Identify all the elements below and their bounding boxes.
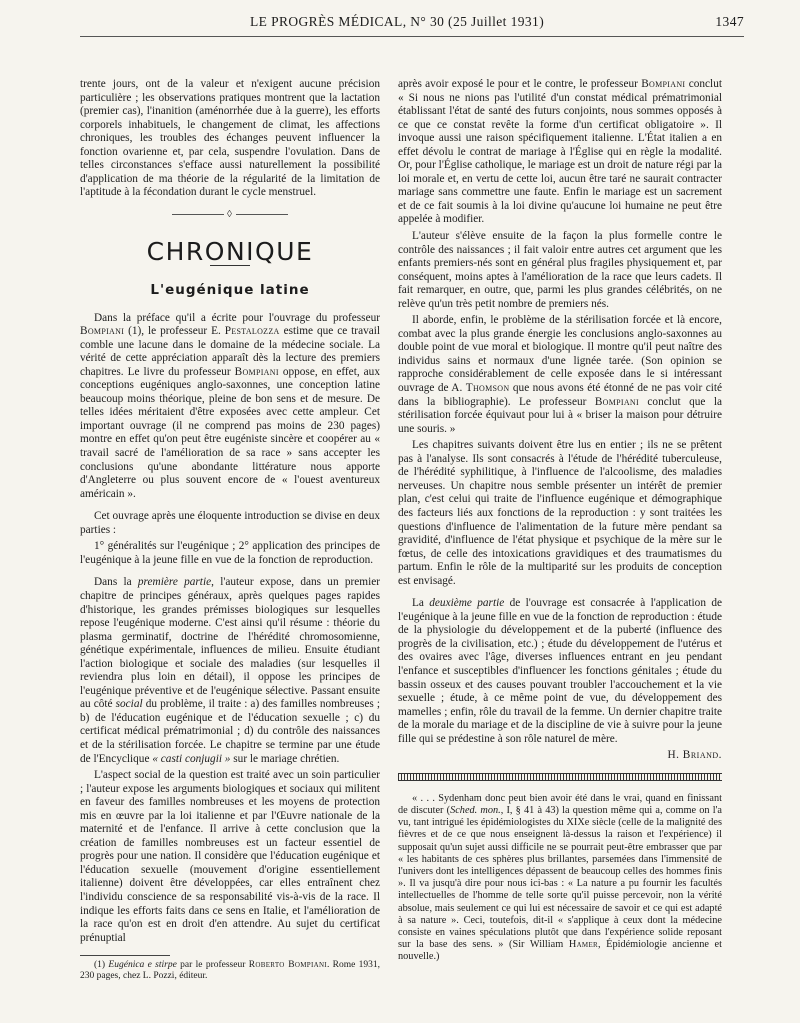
footnote: (1) Eugénica e stirpe par le professeur Roberto Bompiani. Rome 1931, 230 pages, chez L. Pozzi, éditeur. [80,960,381,982]
paragraph-part-one: Dans la première partie, l'auteur expose, dans un premier chapitre de principes généraux, après quelques pages rapides d'historique, les grandes prémisses biologiques sur lesquelles repose l'eugénique moderne. C'est ainsi qu'il résume : théorie du plasma germinatif, doctrine de l'hérédité chromosomienne, génétique expérimentale, influences de milieu. Ensuite étudiant l'action biologique et sociale des maladies (sur lesquelles il reviendra plus loin en détail), il oppose les principes de l'eugénique préventive et de l'eugénique sélective. Passant ensuite au côté social du problème, il traite : a) des familles nombreuses ; b) de l'éducation eugénique et de l'éducation sexuelle ; c) du certificat médical prématrimonial ; d) du contrôle des naissances et de la stérilisation forcée. Le chapitre se termine par une étude de l'Encyclique « casti conjugii » sur le mariage chrétien. [80,576,381,765]
paragraph: Les chapitres suivants doivent être lus en entier ; ils ne se prêtent pas à l'analyse. Ils sont consacrés à l'étude de l'hérédité tuberculeuse, de l'hérédité syphilitique, à l'influence de l'alcoolisme, des maladies nerveuses. Un chapitre nous semble présenter un intérêt de premier plan, c'est celui qui traite de l'influence eugénique et démographique des facteurs liés aux fonctions de la reproduction : y sont traitées les questions d'influence de l'alimentation de la future mère pendant sa gravidité, d'influence de l'état physique et psychique de la mère sur le fœtus, de celle des intoxications gravidiques et des traumatismes du partum. Enfin le rôle de la multiparité sur les produits de conception est envisagé. [398,439,722,587]
running-header [80,14,744,37]
section-title: CHRONIQUE [146,237,314,267]
paragraph: Cet ouvrage après une éloquente introduction se divise en deux parties : [80,510,380,536]
paragraph: L'aspect social de la question est traité avec un soin particulier ; l'auteur expose les arguments biologiques et sociaux qui militent en faveur des familles nombreuses et les moyens de protection mis en œuvre par la loi italienne et par l'Œuvre nationale de la maternité et de l'enfance. Il arrive à cette conclusion que la création de familles nombreuses est un facteur essentiel de progrès pour une nation. Il considère que l'éducation eugénique et l'éducation sexuelle (mouvement d'origine essentiellement italienne) doivent être développées, car elles entraînent chez l'individu conscience de sa responsabilité vis-à-vis de la race. Il indique les efforts faits dans ce sens en Italie, et l'amélioration de la race qu'on est en droit d'en attendre. Au sujet du certificat prénuptial [80,769,380,944]
author-name: Thomson [465,382,510,395]
left-column [80,78,380,982]
article-title: L'eugénique latine [150,282,310,299]
right-column [398,78,722,964]
paragraph-part-two: La deuxième partie de l'ouvrage est consacrée à l'application de l'eugénique à la jeune fille en vue de la fonction de reproduction : étude de la physiologie du développement et de la puberté (influence des progrès de la civilisation, etc.) ; étude du développement de l'utérus et des ovaires avec l'âge, diverses influences entrant en jeu pendant l'enfance et susceptibles d'influencer les fonctions génitales ; étude du bassin osseux et des causes pouvant troubler l'accouchement et la vie sexuelle ; étude, à ce même point de vue, du développement des mamelles ; enfin, rôle du travail de la femme. Un dernier chapitre traite de la morale du mariage et de la discipline de vie à suivre pour la jeune fille qui se prédestine à son rôle naturel de mère. [398,597,722,745]
paragraph-continuation: trente jours, ont de la valeur et n'exigent aucune précision particulière ; les observations pratiques montrent que la lactation (premier cas), l'inanition (aménorrhée due à la guerre), les efforts corporels inhabituels, le changement de climat, les affections chroniques, les troubles des échanges peuvent influencer la fonction ovarienne et, par cela, suspendre l'ovulation. Dans de telles circonstances s'efface aussi naturellement la possibilité d'application de ma théorie de la régularité de la limitation de l'aptitude à la fécondation durant le cycle menstruel. [80,78,380,199]
author-name: Bompiani [80,325,125,338]
signature: H. Briand. [667,749,722,762]
author-name: Pestalozza [224,325,280,338]
quotation-note: « . . . Sydenham donc peut bien avoir été dans le vrai, quand en finissant de discuter (Sched. mon., I, § 41 à 43) la question même qui a, comme on l'a vu, tant intrigué les épidémiologistes du XIXe siècle (celle de la malignité des fièvres et de ce que nous enseignent là-dessus la raison et l'expérience) il supposait qu'un sujet aussi difficile ne se pourrait peut-être embrasser que par « les habitants de ces sphères plus brillantes, parsemées dans l'immensité de l'univers dont les intelligences dépassent de beaucoup celles des hommes finis ». Il va jusqu'à dire pour nous ici-bas : « La nature a pu fournir les facultés intellectuelles de l'homme de telle sorte qu'il puisse percevoir, non la vérité absolue, mais seulement ce qui lui est nécessaire de savoir et ce qui est adapté à sa nature ». Ceci, toutefois, dit-il « s'applique à ceux dont la médecine consiste en vaines spéculations plutôt que dans l'expérience solide reposant sur la base des sens. » (Sir William Hamer, Épidémiologie ancienne et nouvelle.) [398,792,722,963]
author-name: Bompiani [234,365,279,378]
author-name: Bompiani [594,395,639,408]
paragraph-continuation: après avoir exposé le pour et le contre, le professeur Bompiani conclut « Si nous ne nions pas l'utilité d'un constat médical prématrimonial établissant l'état de santé des futurs conjoints, nous sommes opposés à ce que ce constat revête la forme d'un certificat obligatoire ». Il invoque aussi une raison spécifiquement italienne. L'État italien a en effet dévolu le contrat de mariage à l'Église qui en règle la modalité. Or, pour l'Église catholique, le mariage est un droit de nature régi par la loi morale et, en vertu de cette loi, aucun être taré ne saurait contracter mariage sans commettre une faute. Enfin le mariage est un sacrement et de ce fait soumis à la loi divine qu'aucune loi humaine ne peut être appelée à modifier. [398,78,722,226]
author-name: Bompiani [641,78,686,90]
paragraph: L'auteur s'élève ensuite de la façon la plus formelle contre le contrôle des naissances ; il fait valoir entre autres cet argument que les enfants premiers-nés sont en général plus fragiles physiquement et, par conséquent, moins aptes à l'amélioration de la race que leurs cadets. Il fait remarquer, en outre, que, parmi les plus grandes célébrités, on ne relève qu'un très petit nombre de premiers nés. [398,230,722,310]
footnote-rule [80,955,170,956]
page-number: 1347 [715,14,744,29]
paragraph: Il aborde, enfin, le problème de la stérilisation forcée et là encore, combat avec la plus grande énergie les conclusions anglo-saxonnes au double point de vue moral et biologique. Il montre qu'il peut naître des individus sains et normaux d'une lignée tarée. (Son opinion se rapproche considérablement de celle exposée dans le si intéressant ouvrage de A. Thomson que nous avons été étonné de ne pas voir cité dans la bibliographie). Le professeur Bompiani conclut que la stérilisation forcée équivaut pour lui à « briser la maison pour détruire une souris. » [398,314,723,435]
decorative-rule [398,773,722,781]
journal-title: LE PROGRÈS MÉDICAL, N° 30 (25 Juillet 1931) [250,14,545,29]
paragraph-intro: Dans la préface qu'il a écrite pour l'ouvrage du professeur Bompiani (1), le professeur E. Pestalozza estime que ce travail comble une lacune dans le domaine de la médecine sociale. La vérité de cette appréciation apparaît dès la lecture des premiers chapitres. Le livre du professeur Bompiani oppose, en effet, aux conceptions eugéniques anglo-saxonnes, une conception latine beaucoup moins théorique, pleine de bon sens et de mesure. De telles idées méritaient d'être exposées avec cette ampleur. Cet important ouvrage (il ne comprend pas moins de 230 pages) montre en effet qu'on peut être eugéniste sincère et coopérer au « travail sacré de l'amélioration de sa race » sans accepter les conclusions qu'une abondante littérature nous apporte d'Angleterre ou plus souvent encore de « l'ouest aventureux américain ». [80,311,381,500]
ornamental-divider: ◊ [80,208,380,222]
paragraph: 1° généralités sur l'eugénique ; 2° application des principes de l'eugénique à la jeune fille en vue de la fonction de reproduction. [80,540,380,566]
